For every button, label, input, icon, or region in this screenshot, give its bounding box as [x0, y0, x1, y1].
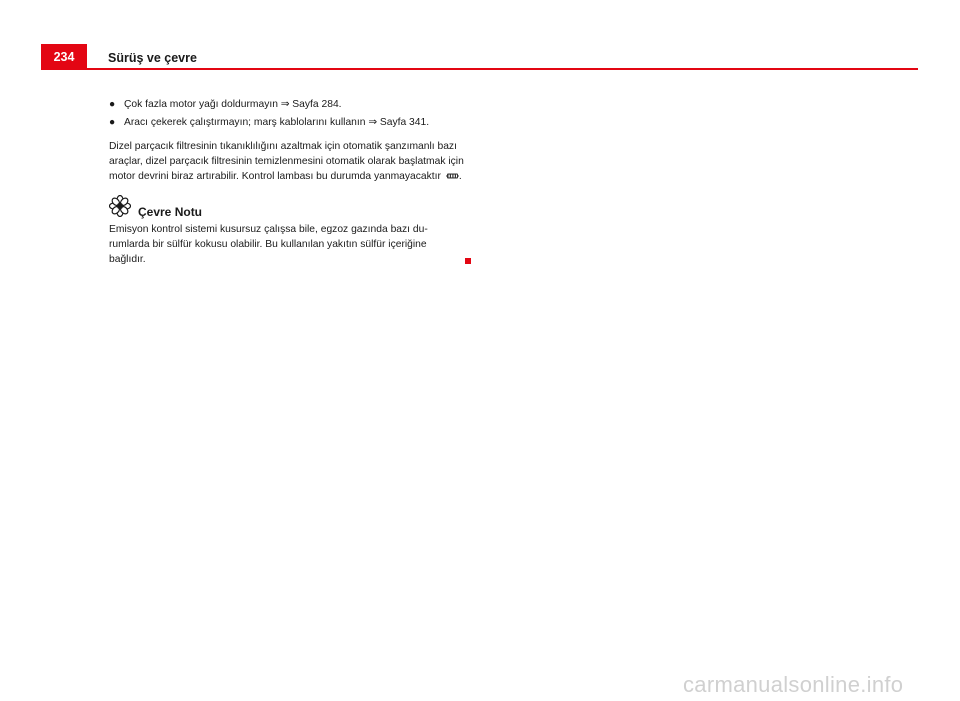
watermark: carmanualsonline.info [683, 672, 904, 697]
page-number: 234 [41, 44, 87, 68]
paragraph-text: Dizel parçacık filtresinin tıkanıklılığını azaltmak için otomatik şanzımanlı bazı araçlar, dizel parçacık filtresinin temizlenmesini otomatik olarak başlatmak için motor devrini biraz artırabilir. Kontrol lambası bu durumda yanmayacaktır [109, 141, 464, 182]
main-content [109, 97, 475, 267]
bullet-list [109, 97, 475, 130]
environment-note-heading [109, 195, 475, 221]
body-paragraph [109, 139, 469, 184]
note-text: Emisyon kontrol sistemi kusursuz çalışsa bile, egzoz gazında bazı du-rumlarda bir sülfür kokusu olabilir. Bu kullanılan yakıtın sülfür içeriğine bağlıdır. [109, 224, 428, 265]
list-item-text: Aracı çekerek çalıştırmayın; marş kablolarını kullanın ⇒ Sayfa 341. [124, 117, 430, 128]
section-title: Sürüş ve çevre [108, 51, 197, 65]
paragraph-suffix: . [458, 171, 462, 182]
list-item [109, 97, 475, 112]
section-end-marker [465, 258, 471, 264]
page-header [41, 44, 918, 70]
list-item [109, 115, 475, 130]
bullet-marker: ● [109, 117, 116, 128]
bullet-marker: ● [109, 99, 116, 110]
note-title: Çevre Notu [138, 205, 203, 219]
list-item-text: Çok fazla motor yağı doldurmayın ⇒ Sayfa 284. [124, 99, 342, 110]
diesel-particle-filter-lamp-icon [446, 172, 459, 180]
environment-note [109, 222, 475, 267]
environment-flower-icon [109, 195, 131, 217]
